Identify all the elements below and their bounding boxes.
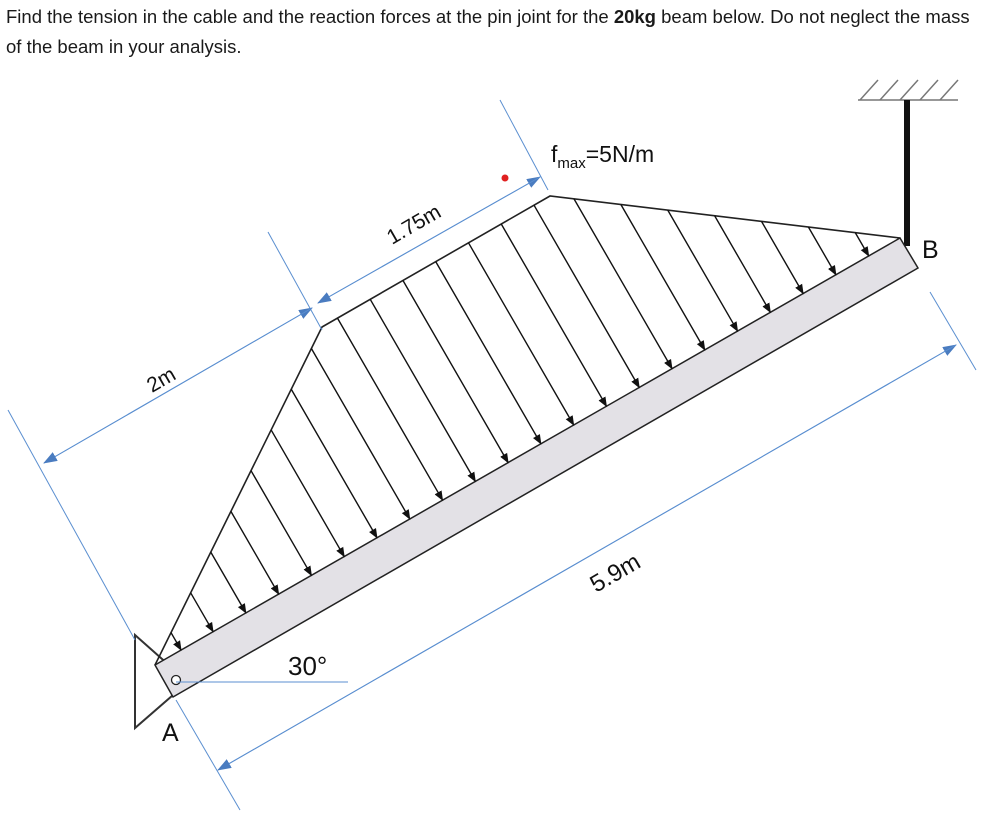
problem-text-start: Find the tension in the cable and the reaction forces at the pin joint for the: [6, 6, 614, 27]
load-arrow: [534, 205, 639, 387]
load-arrow: [621, 205, 705, 350]
angle-label: 30°: [288, 651, 328, 681]
load-arrow: [468, 243, 573, 425]
load-arrow: [855, 233, 868, 256]
load-arrow: [762, 221, 804, 293]
load-arrow: [574, 199, 672, 369]
load-arrow: [808, 227, 836, 275]
load-arrow: [251, 471, 311, 576]
problem-text-end: beam below. Do not neglect the mass of the beam in your analysis.: [6, 6, 970, 57]
point-a-label: A: [162, 719, 179, 747]
dimension-label-1-75m: 1.75m: [383, 200, 446, 250]
load-arrow: [337, 318, 442, 500]
red-dot-marker: [502, 175, 509, 182]
load-arrow: [311, 349, 409, 519]
fmax-label: $f_{max}=5N/m$: [551, 141, 655, 172]
load-arrow: [291, 389, 377, 538]
load-arrow: [436, 262, 541, 444]
load-arrow: [715, 216, 771, 313]
load-arrow: [403, 280, 508, 462]
load-arrow: [271, 430, 344, 557]
distributed-load-arrows: [171, 199, 869, 650]
load-arrow: [370, 299, 475, 481]
load-arrow: [171, 633, 181, 650]
load-arrow: [211, 552, 246, 613]
load-arrow: [191, 593, 213, 632]
dimension-label-2m: 2m: [143, 362, 180, 398]
load-arrow: [231, 511, 279, 594]
load-arrow: [668, 210, 738, 331]
beam: [155, 238, 918, 697]
beam-mass: 20kg: [613, 6, 656, 27]
ceiling-support: [858, 80, 958, 100]
dimension-label-5-9m: 5.9m: [585, 548, 646, 599]
load-arrow: [501, 224, 606, 406]
point-b-label: B: [922, 236, 939, 264]
pin-joint: [172, 676, 181, 685]
